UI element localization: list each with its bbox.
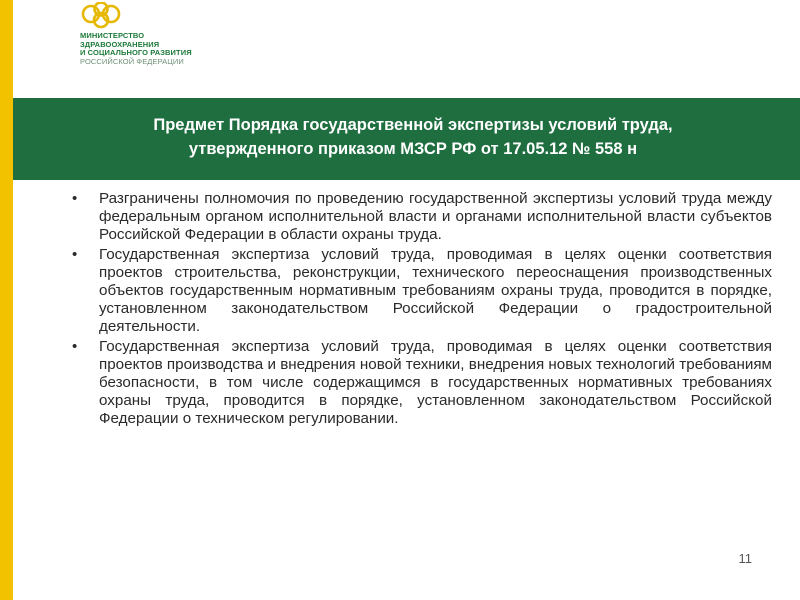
ministry-emblem-icon <box>80 2 122 34</box>
bullet-list <box>72 190 772 430</box>
title-banner <box>13 98 800 180</box>
logo-line: И СОЦИАЛЬНОГО РАЗВИТИЯ <box>80 48 192 57</box>
page-number: 11 <box>738 551 752 566</box>
bullet-text: Государственная экспертиза условий труда, проводимая в целях оценки соответствия проектов строительства, реконструкции, технического переоснащения производственных объектов государственным нормативным требованиям охраны труда, проводится в порядке, установленном законодательством Российской Федерации о градостроительной деятельности. <box>99 245 772 336</box>
bullet-icon: • <box>72 337 78 355</box>
bullet-text: Разграничены полномочия по проведению государственной экспертизы условий труда между федеральным органом исполнительной власти и органами исполнительной власти субъектов Российской Федерации в области охраны труда. <box>99 190 772 244</box>
ministry-logo <box>80 0 280 70</box>
bullet-item <box>72 190 772 245</box>
bullet-icon: • <box>72 190 78 207</box>
slide-title-line2: утвержденного приказом МЗСР РФ от 17.05.12 № 558 н <box>188 140 638 158</box>
bullet-text: Государственная экспертиза условий труда, проводимая в целях оценки соответствия проектов производства и внедрения новой техники, внедрения новых технологий требованиям безопасности, в том числе содержащимся в государственных нормативных требованиях охраны труда, проводится в порядке, установленном законодательством Российской Федерации о техническом регулировании. <box>99 337 772 428</box>
accent-strip <box>0 0 13 600</box>
bullet-icon: • <box>72 245 78 263</box>
logo-line: РОССИЙСКОЙ ФЕДЕРАЦИИ <box>80 56 184 66</box>
logo-line: МИНИСТЕРСТВО <box>80 31 145 40</box>
logo-line: ЗДРАВООХРАНЕНИЯ <box>80 39 160 49</box>
slide-title-line1: Предмет Порядка государственной экспертизы условий труда, <box>153 116 673 134</box>
logo-text <box>80 32 280 66</box>
bullet-item <box>72 338 772 429</box>
slide-title <box>73 113 753 161</box>
bullet-item <box>72 246 772 337</box>
